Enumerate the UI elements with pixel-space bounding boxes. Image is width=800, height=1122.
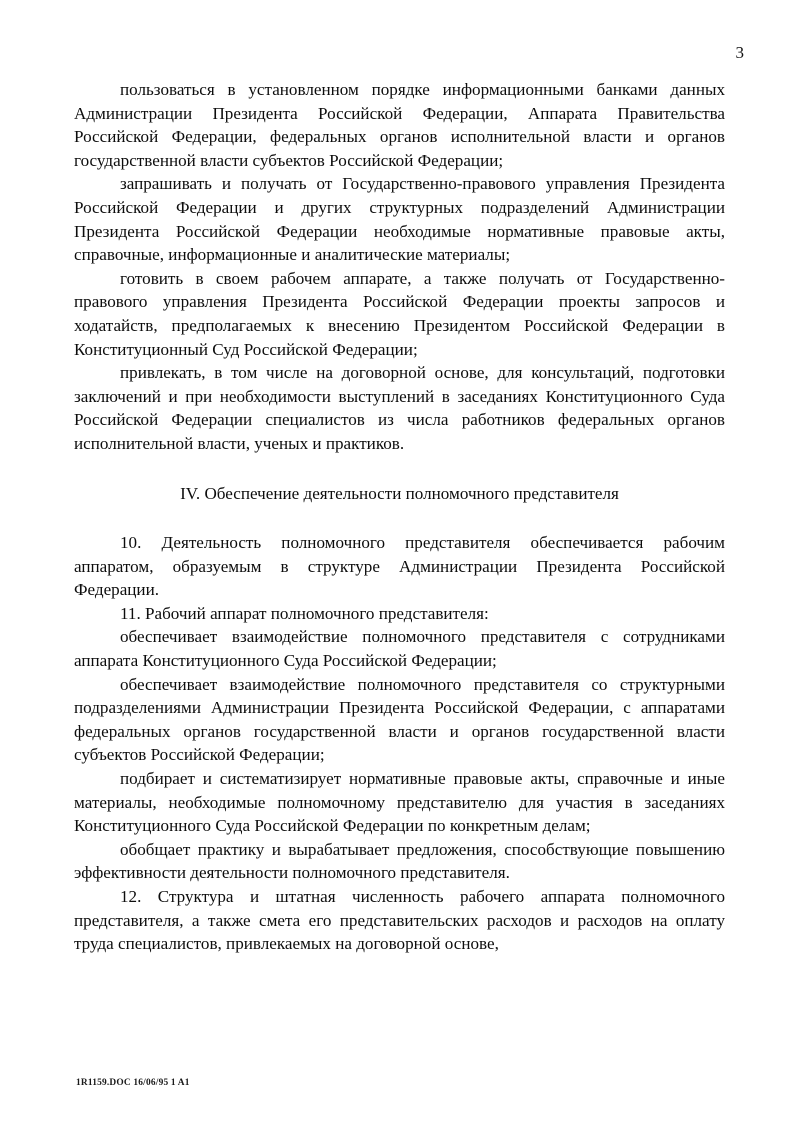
paragraph-zaprashivat: запрашивать и получать от Государственно-правового управления Президента Российской Федерации и других структурных подразделений Администрации Президента Российской Федерации необходимые нормативные правовые акты, справочные, информационные и аналитические материалы; [74, 174, 725, 265]
spacer-before-heading [74, 456, 725, 482]
paragraph-privlekat: привлекать, в том числе на договорной основе, для консультаций, подготовки заключений и при необходимости выступлений в заседаниях Конституционного Суда Российской Федерации специалистов из числа работников федеральных органов исполнительной власти, ученых и практиков. [74, 363, 725, 453]
paragraph-item-10: 10. Деятельность полномочного представителя обеспечивается рабочим аппаратом, образуемым в структуре Администрации Президента Российской Федерации. [74, 533, 725, 600]
paragraph-gotovit: готовить в своем рабочем аппарате, а также получать от Государственно-правового управления Президента Российской Федерации проекты запросов и ходатайств, предполагаемых к внесению Президентом Российской Федерации в Конституционный Суд Российской Федерации; [74, 268, 725, 359]
document-body [74, 78, 725, 956]
paragraph-polzovatsya: пользоваться в установленном порядке информационными банками данных Администрации Президента Российской Федерации, Аппарата Правительства Российской Федерации, федеральных органов исполнительной власти и органов государственной власти субъектов Российской Федерации; [74, 80, 725, 170]
paragraph-item-12: 12. Структура и штатная численность рабочего аппарата полномочного представителя, а также смета его представительских расходов и расходов на оплату труда специалистов, привлекаемых на договорной основе, [74, 887, 725, 954]
section-heading: IV. Обеспечение деятельности полномочного представителя [180, 483, 619, 503]
footer-document-code: 1R1159.DOC 16/06/95 1 A1 [76, 1078, 190, 1088]
paragraph-podbiraet: подбирает и систематизирует нормативные правовые акты, справочные и иные материалы, необходимые полномочному представителю для участия в заседаниях Конституционного Суда Российской Федерации по конкретным делам; [74, 769, 725, 836]
paragraph-obespechivaet-2: обеспечивает взаимодействие полномочного представителя со структурными подразделениями Администрации Президента Российской Федерации, с аппаратами федеральных органов государственной власти и органов государственной власти субъектов Российской Федерации; [74, 674, 725, 765]
paragraph-obobshchaet: обобщает практику и вырабатывает предложения, способствующие повышению эффективности деятельности полномочного представителя. [74, 839, 725, 883]
paragraph-obespechivaet-1: обеспечивает взаимодействие полномочного представителя с сотрудниками аппарата Конституционного Суда Российской Федерации; [74, 627, 725, 671]
spacer-after-heading [74, 505, 725, 531]
page-number: 3 [735, 43, 744, 62]
paragraph-item-11: 11. Рабочий аппарат полномочного представителя: [120, 603, 489, 623]
